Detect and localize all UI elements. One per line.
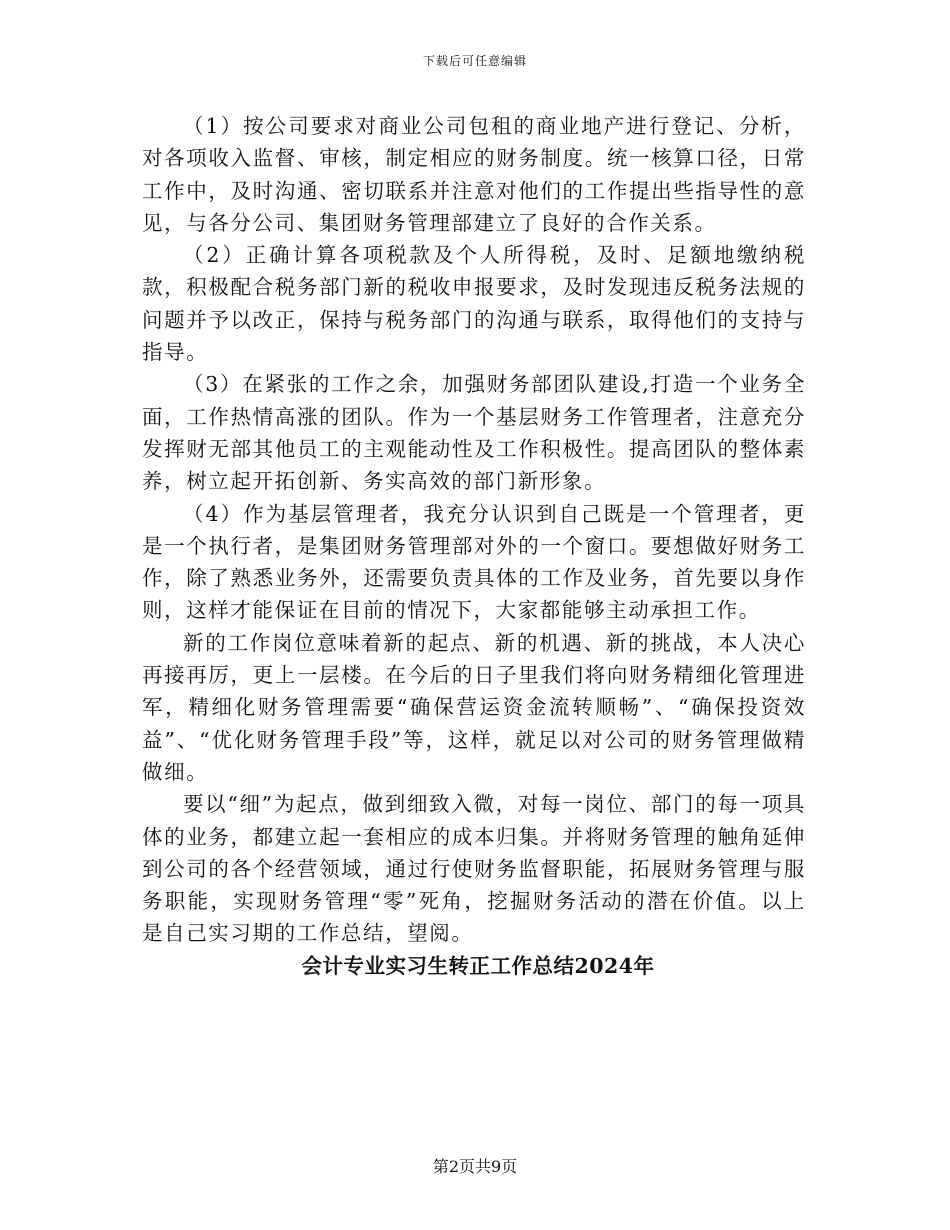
page-header-note: 下载后可任意编辑 — [422, 54, 527, 68]
document-title: 会计专业实习生转正工作总结2024年 — [301, 953, 655, 978]
page-number: 第2页共9页 — [432, 1157, 518, 1176]
document-body — [142, 110, 806, 982]
paragraph-2: （2）正确计算各项税款及个人所得税，及时、足额地缴纳税款，积极配合税务部门新的税收申报要求，及时发现违反税务法规的问题并予以改正，保持与税务部门的沟通与联系，取得他们的支持与指导。 — [142, 243, 806, 365]
paragraph-4: （4）作为基层管理者，我充分认识到自己既是一个管理者，更是一个执行者，是集团财务管理部对外的一个窗口。要想做好财务工作，除了熟悉业务外，还需要负责具体的工作及业务，首先要以身作则，这样才能保证在目前的情况下，大家都能够主动承担工作。 — [142, 501, 806, 623]
paragraph-1: （1）按公司要求对商业公司包租的商业地产进行登记、分析，对各项收入监督、审核，制定相应的财务制度。统一核算口径，日常工作中，及时沟通、密切联系并注意对他们的工作提出些指导性的意见，与各分公司、集团财务管理部建立了良好的合作关系。 — [142, 114, 806, 235]
paragraph-6: 要以“细”为起点，做到细致入微，对每一岗位、部门的每一项具体的业务，都建立起一套相应的成本归集。并将财务管理的触角延伸到公司的各个经营领域，通过行使财务监督职能，拓展财务管理与服务职能，实现财务管理“零”死角，挖掘财务活动的潜在价值。以上是自己实习期的工作总结，望阅。 — [142, 792, 806, 946]
paragraph-5: 新的工作岗位意味着新的起点、新的机遇、新的挑战，本人决心再接再厉，更上一层楼。在今后的日子里我们将向财务精细化管理进军，精细化财务管理需要“确保营运资金流转顺畅”、“确保投资效益”、“优化财务管理手段”等，这样，就足以对公司的财务管理做精做细。 — [142, 630, 806, 784]
paragraph-3: （3）在紧张的工作之余，加强财务部团队建设,打造一个业务全面，工作热情高涨的团队。作为一个基层财务工作管理者，注意充分发挥财无部其他员工的主观能动性及工作积极性。提高团队的整体素养，树立起开拓创新、务实高效的部门新形象。 — [142, 372, 806, 494]
